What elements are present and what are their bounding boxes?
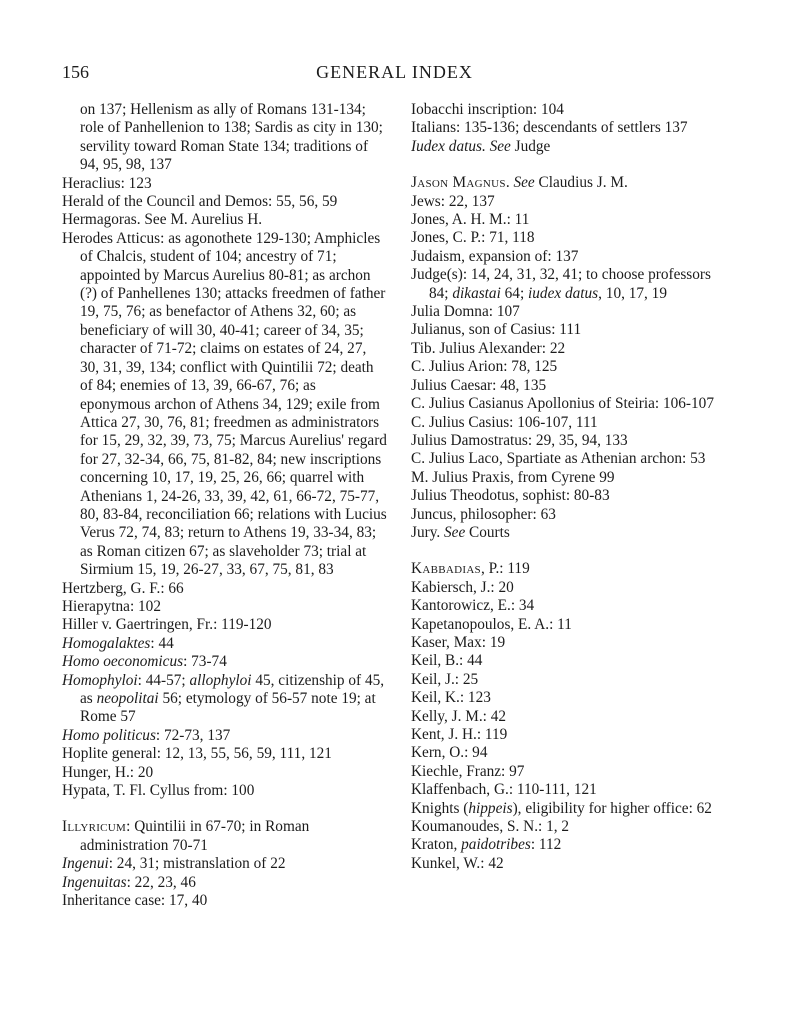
index-entry [411,689,727,707]
index-entry [411,248,727,266]
index-entry [411,616,727,634]
index-entry [411,781,727,799]
index-entry-text: C. Julius Casius: 106-107, 111 [411,413,598,431]
index-entry-text: Homo oeconomicus [62,653,184,671]
index-entry-text: Keil, J.: 25 [411,670,479,688]
index-column-right [411,101,727,873]
index-entry-text: : Quintilii in 67-70; in Roman administration 70-71 [80,818,310,854]
index-entry [62,874,388,892]
index-entry-text: Kern, O.: 94 [411,744,488,762]
index-entry-text: Julia Domna: 107 [411,303,520,321]
index-entry [62,745,388,763]
index-entry-text: C. Julius Casianus Apollonius of Steiria: 106-107 [411,395,714,413]
index-entry-text: Hertzberg, G. F.: 66 [62,579,184,597]
index-entry [411,708,727,726]
index-entry [411,763,727,781]
index-entry [62,672,388,727]
index-entry-text: paidotribes [461,836,531,854]
index-entry [62,782,388,800]
index-entry [62,855,388,873]
index-entry [62,892,388,910]
index-entry [411,487,727,505]
index-entry-text: Claudius J. M. [534,174,628,192]
index-entry [62,230,388,580]
index-entry [411,377,727,395]
index-entry-text: ), eligibility for higher office: 62 [512,799,712,817]
index-entry [411,652,727,670]
index-entry [62,101,388,175]
index-entry-text: dikastai [452,284,501,302]
index-entry [411,469,727,487]
index-entry-text: : 73-74 [183,653,227,671]
index-entry [62,727,388,745]
index-entry-text: See [513,174,535,192]
index-entry-text: Homo politicus [62,726,156,744]
index-entry-text: . [505,174,514,192]
index-entry [62,211,388,229]
index-entry-text: M. Aurelius H. [166,211,263,229]
index-entry-text: 64; [500,284,529,302]
index-entry [411,671,727,689]
index-entry-text: Inheritance case: 17, 40 [62,892,208,910]
index-entry-text: Jones, A. H. M.: 11 [411,211,530,229]
index-entry-text: Iudex datus. See [411,137,511,155]
index-entry-text: Julius Damostratus: 29, 35, 94, 133 [411,431,628,449]
index-entry-text: allophyloi [189,671,252,689]
index-entry [411,818,727,836]
index-entry-text: hippeis [468,799,513,817]
index-entry-text: : 24, 31; mistranslation of 22 [108,855,286,873]
index-entry-text: : 44-57; [137,671,190,689]
index-entry-text: : 72-73, 137 [155,726,231,744]
index-entry [411,800,727,818]
index-entry-text: Jews: 22, 137 [411,192,495,210]
index-entry [62,653,388,671]
index-entry-text: 56; etymology of 56-57 note 19; at Rome 57 [80,690,376,726]
index-entry-text: Juncus, philosopher: 63 [411,505,556,523]
index-entry-text: Kelly, J. M.: 42 [411,707,507,725]
index-entry-text: Keil, K.: 123 [411,689,491,707]
index-entry [411,836,727,854]
index-entry-text: Kantorowicz, E.: 34 [411,597,535,615]
index-entry-text: : 22, 23, 46 [126,873,196,891]
index-entry-text: Homogalaktes [62,634,151,652]
index-entry [411,193,727,211]
index-entry-text: iudex datus [528,284,599,302]
index-entry-text: Kapetanopoulos, E. A.: 11 [411,615,572,633]
index-entry-text: : 112 [530,836,562,854]
index-entry-text: Kiechle, Franz: 97 [411,762,525,780]
index-entry-text: Julianus, son of Casius: 111 [411,321,582,339]
index-entry [62,818,388,855]
index-entry-text: Hiller v. Gaertringen, Fr.: 119-120 [62,616,272,634]
index-entry [411,101,727,119]
index-entry-text: Hierapytna: 102 [62,597,161,615]
index-entry-text: See [144,211,167,229]
index-entry-text: , P.: 119 [480,560,530,578]
index-entry [62,635,388,653]
index-entry-text: Koumanoudes, S. N.: 1, 2 [411,818,570,836]
page-header [62,62,727,88]
index-entry-text: Illyricum [62,818,127,836]
index-entry-text: neopolitai [96,690,159,707]
index-entry-text: Jones, C. P.: 71, 118 [411,229,535,247]
index-entry [411,506,727,524]
index-entry-text: C. Julius Laco, Spartiate as Athenian archon: 53 [411,450,706,468]
index-column-left [62,101,388,910]
index-entry-text: : 44 [150,634,174,652]
index-entry-text: Kabiersch, J.: 20 [411,578,514,596]
index-entry-text: Ingenui [62,855,109,873]
index-entry-text: 45, citizenship of 45, as [80,671,385,707]
letter-section-gap [411,542,727,560]
index-entry-text: C. Julius Arion: 78, 125 [411,358,558,376]
index-entry-text: Kent, J. H.: 119 [411,726,508,743]
index-entry-text: Iobacchi inscription: 104 [411,101,564,118]
index-entry-text: Klaffenbach, G.: 110-111, 121 [411,781,597,799]
index-entry [411,597,727,615]
running-title: GENERAL INDEX [316,62,473,82]
index-entry [411,726,727,744]
index-entry-text: Kabbadias [411,560,481,578]
index-entry [411,432,727,450]
letter-section-gap [62,800,388,818]
index-entry-text: Hermagoras. [62,211,145,229]
index-entry [411,174,727,192]
index-entry-text: Herodes Atticus: as agonothete 129-130; Amphicles of Chalcis, student of 104; ancestry of 71; appointed by Marcus Aurelius 80-81; as archon (?) of Panhellenes 130; attacks freedmen of father 19, 75, 76; as benefactor of Athens 32, 60; as beneficiary of will 30, 40-41; career of 34, 35; character of 71-72; claims on estates of 24, 27, 30, 31, 39, 134; conflict with Quintilii 72; death of 84; enemies of 13, 39, 66-67, 76; as eponymous archon of Athens 34, 129; exile from Attica 27, 30, 76, 81; freedmen as administrators for 15, 29, 32, 39, 73, 75; Marcus Aurelius' regard for 27, 32-34, 66, 75, 81-82, 84; new inscriptions concerning 10, 17, 19, 25, 26, 66; quarrel with Athenians 1, 24-26, 33, 39, 42, 61, 66-72, 75-77, 80, 83-84, reconciliation 66; relations with Lucius Verus 72, 74, 83; return to Athens 19, 33-34, 83; as Roman citizen 67; as slaveholder 73; trial at Sirmium 15, 19, 26-27, 33, 67, 75, 81, 83 [62,229,387,579]
index-entry [411,560,727,578]
index-entry-text: Homophyloi [62,671,138,689]
index-entry [411,266,727,303]
index-entry [62,616,388,634]
index-entry [411,138,727,156]
index-entry-text: Courts [465,523,510,541]
index-entry-text: Kraton, [411,836,462,854]
index-entry [62,193,388,211]
index-entry [62,598,388,616]
index-entry-text: Judaism, expansion of: 137 [411,247,579,265]
index-entry-text: Julius Caesar: 48, 135 [411,376,547,394]
index-entry [62,175,388,193]
index-entry [411,119,727,137]
index-entry-text: Ingenuitas [62,873,127,891]
index-entry-text: Julius Theodotus, sophist: 80-83 [411,487,610,505]
index-entry-text: Kaser, Max: 19 [411,633,506,651]
index-entry-text: on 137; Hellenism as ally of Romans 131-134; role of Panhellenion to 138; Sardis as city in 130; servility toward Roman State 134; traditions of 94, 95, 98, 137 [80,101,383,174]
index-entry-text: Kunkel, W.: 42 [411,854,504,872]
index-entry-text: Heraclius: 123 [62,174,152,192]
index-entry [411,340,727,358]
index-entry-text: Hypata, T. Fl. Cyllus from: 100 [62,782,255,800]
index-entry-text: Judge(s): 14, 24, 31, 32, 41; to choose professors 84; [411,266,711,302]
index-entry [62,764,388,782]
index-entry [411,744,727,762]
index-entry-text: , 10, 17, 19 [598,284,667,302]
index-entry [411,358,727,376]
index-entry-text: Hoplite general: 12, 13, 55, 56, 59, 111, 121 [62,745,332,763]
index-entry-text: Italians: 135-136; descendants of settlers 137 [411,119,688,137]
index-entry-text: Herald of the Council and Demos: 55, 56, 59 [62,193,338,211]
index-entry [62,580,388,598]
index-entry [411,303,727,321]
page-number: 156 [62,62,89,82]
index-entry-text: See [444,523,466,541]
index-entry [411,321,727,339]
index-entry [411,855,727,873]
index-entry [411,634,727,652]
index-entry [411,229,727,247]
index-entry-text: Jason Magnus [411,174,506,192]
index-entry-text: Tib. Julius Alexander: 22 [411,339,566,357]
index-entry [411,579,727,597]
index-entry [411,395,727,413]
index-entry-text: Knights ( [411,799,469,817]
index-entry-text: Hunger, H.: 20 [62,763,154,781]
index-entry-text: Judge [510,137,551,155]
index-entry [411,211,727,229]
index-entry-text: M. Julius Praxis, from Cyrene 99 [411,468,615,486]
index-entry-text: Keil, B.: 44 [411,652,483,670]
index-entry [411,450,727,468]
letter-section-gap [411,156,727,174]
index-entry-text: Jury. [411,523,444,541]
index-entry [411,524,727,542]
index-entry [411,414,727,432]
